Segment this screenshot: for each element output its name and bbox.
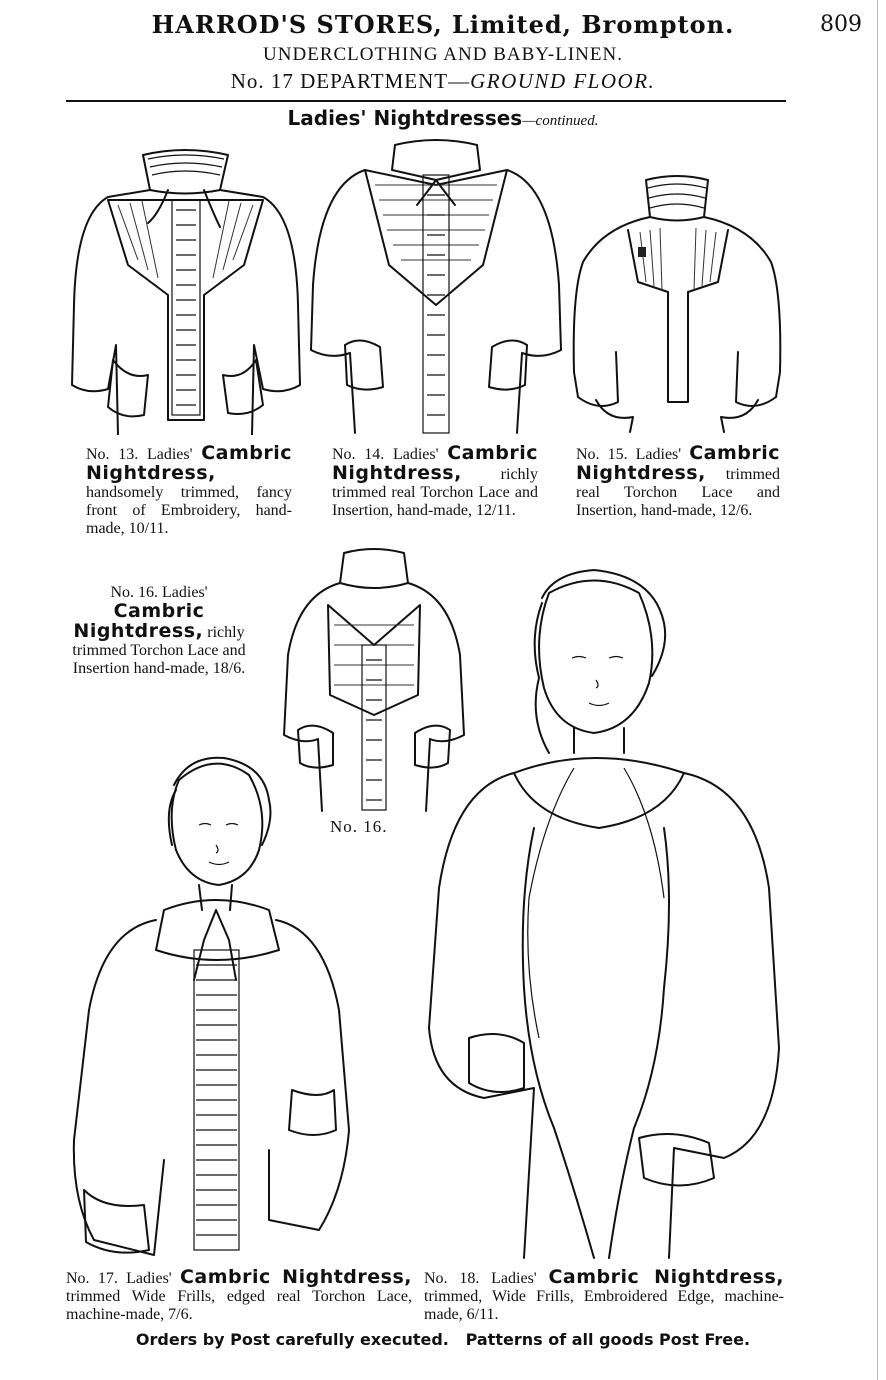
item-15-name: Cambric Nightdress, xyxy=(576,442,780,484)
item-17-description: trimmed Wide Frills, edged real Torchon Lace, machine-made, 7/6. xyxy=(66,1288,412,1323)
page-edge xyxy=(877,0,878,1380)
item-14-number: No. 14. xyxy=(332,446,385,463)
department-label: No. 17 DEPARTMENT— xyxy=(230,69,471,93)
header-rule xyxy=(66,100,786,102)
item-17-number: No. 17. xyxy=(66,1270,118,1287)
item-16-lead: Ladies' xyxy=(162,584,208,601)
item-14-name: Cambric Nightdress, xyxy=(332,442,539,484)
item-15-lead: Ladies' xyxy=(635,446,682,463)
category-title: UNDERCLOTHING AND BABY-LINEN. xyxy=(263,44,623,65)
item-18-description: trimmed, Wide Frills, Embroidered Edge, machine-made, 6/11. xyxy=(424,1288,784,1323)
footer-note: Orders by Post carefully executed. Patterns of all goods Post Free. xyxy=(135,1330,751,1349)
section-title-text: Ladies' Nightdresses xyxy=(287,106,523,130)
section-title xyxy=(0,106,886,130)
item-17-caption xyxy=(66,1268,412,1324)
item-14-lead: Ladies' xyxy=(392,446,439,463)
item-17-lead: Ladies' xyxy=(126,1270,172,1287)
store-name: HARROD'S STORES, Limited, Brompton. xyxy=(151,10,735,39)
store-header xyxy=(0,10,886,39)
item-15-caption xyxy=(576,444,780,520)
item-18-name: Cambric Nightdress, xyxy=(548,1266,784,1288)
nightdress-14-illustration xyxy=(305,135,567,435)
item-16-caption xyxy=(66,584,252,678)
item-17-name: Cambric Nightdress, xyxy=(179,1266,412,1288)
item-16-name: Cambric Nightdress, xyxy=(73,600,205,642)
nightdress-17-illustration xyxy=(64,750,354,1262)
nightdress-18-illustration xyxy=(424,568,786,1268)
item-13-description: handsomely trimmed, fancy front of Embroidery, hand-made, 10/11. xyxy=(86,484,292,537)
item-13-lead: Ladies' xyxy=(146,446,193,463)
item-18-lead: Ladies' xyxy=(491,1270,537,1287)
item-18-number: No. 18. xyxy=(424,1270,480,1287)
item-15-number: No. 15. xyxy=(576,446,628,463)
department-line xyxy=(0,69,886,94)
section-continued: —continued. xyxy=(522,113,599,129)
item-14-description: richly trimmed real Torchon Lace and Insertion, hand-made, 12/11. xyxy=(332,466,538,519)
page-number: 809 xyxy=(820,12,862,37)
floor-label: GROUND FLOOR. xyxy=(470,69,656,93)
item-15-description: trimmed real Torchon Lace and Insertion, hand-made, 12/6. xyxy=(576,466,780,519)
item-13-number: No. 13. xyxy=(86,446,139,463)
item-13-caption xyxy=(86,444,292,538)
figure-16-label: No. 16. xyxy=(330,817,388,836)
item-13-name: Cambric Nightdress, xyxy=(86,442,293,484)
item-18-caption xyxy=(424,1268,784,1324)
nightdress-15-illustration xyxy=(568,172,786,434)
item-16-description: richly trimmed Torchon Lace and Insertion hand-made, 18/6. xyxy=(72,624,246,677)
item-14-caption xyxy=(332,444,538,520)
nightdress-13-illustration xyxy=(68,145,303,435)
item-16-number: No. 16. xyxy=(110,584,159,601)
